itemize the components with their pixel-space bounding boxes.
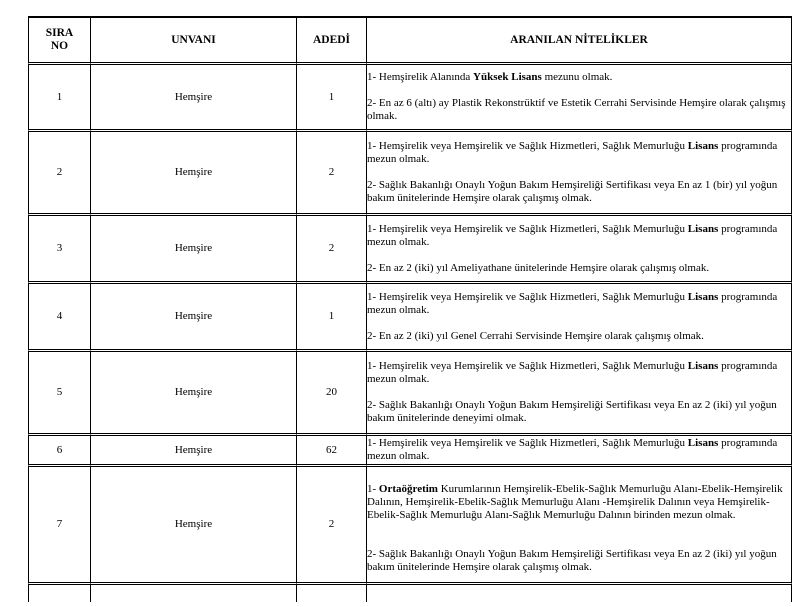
requirement-emphasis: Lisans: [687, 222, 719, 235]
row-no: 5: [28, 349, 90, 433]
header-unvani: UNVANI: [90, 16, 296, 62]
requirement-1: [367, 223, 791, 249]
requirement-text: 1- Hemşirelik veya Hemşirelik ve Sağlık Hizmetleri, Sağlık Memurluğu: [367, 222, 688, 235]
row-no: 2: [28, 129, 90, 213]
table-row: [28, 349, 792, 433]
requirement-text: 1-: [367, 483, 379, 495]
row-count: 2: [296, 464, 366, 582]
row-no: 1: [28, 62, 90, 129]
requirement-1: [367, 437, 791, 463]
row-count: 20: [296, 349, 366, 433]
requirement-2: 2- En az 2 (iki) yıl Ameliyathane ünitelerinde Hemşire olarak çalışmış olmak.: [367, 261, 710, 274]
row-requirements: [366, 62, 792, 129]
header-adedi: ADEDİ: [296, 16, 366, 62]
row-count: 2: [296, 213, 366, 281]
requirement-text: 1- Hemşirelik veya Hemşirelik ve Sağlık Hizmetleri, Sağlık Memurluğu: [367, 437, 688, 449]
table-row: [28, 281, 792, 349]
table-row: [28, 62, 792, 129]
requirement-1: [367, 291, 791, 317]
row-no: 4: [28, 281, 90, 349]
requirement-2: 2- En az 6 (altı) ay Plastik Rekonstrüktif ve Estetik Cerrahi Servisinde Hemşire olarak çalışmış olmak.: [367, 97, 786, 122]
row-title: Hemşire: [90, 129, 296, 213]
row-title: Hemşire: [90, 433, 296, 464]
row-title: [90, 582, 296, 602]
header-sira-no-line2: NO: [50, 40, 69, 52]
table-row: [28, 213, 792, 281]
requirement-emphasis: Lisans: [687, 290, 719, 303]
requirement-emphasis: Lisans: [687, 437, 719, 449]
requirement-1: [367, 360, 791, 386]
row-requirements: [366, 281, 792, 349]
row-requirements: [366, 213, 792, 281]
table-row: [28, 129, 792, 213]
positions-table: [28, 16, 792, 602]
requirement-1: [367, 71, 791, 84]
requirement-emphasis: Ortaöğretim: [378, 483, 438, 495]
row-title: Hemşire: [90, 281, 296, 349]
row-count: [296, 582, 366, 602]
row-requirements: [366, 129, 792, 213]
row-no: 6: [28, 433, 90, 464]
requirement-text: mezunu olmak.: [541, 71, 613, 83]
header-sira-no: [28, 16, 90, 62]
row-requirements: [366, 582, 792, 602]
requirement-text: 1- Hemşirelik veya Hemşirelik ve Sağlık Hizmetleri, Sağlık Memurluğu: [367, 140, 688, 152]
table-row: [28, 464, 792, 582]
row-requirements: [366, 349, 792, 433]
row-no: 7: [28, 464, 90, 582]
requirement-emphasis: Lisans: [687, 360, 719, 372]
requirement-text: 1- Hemşirelik veya Hemşirelik ve Sağlık Hizmetleri, Sağlık Memurluğu: [367, 290, 688, 303]
row-requirements: [366, 464, 792, 582]
row-title: Hemşire: [90, 62, 296, 129]
row-title: Hemşire: [90, 349, 296, 433]
row-count: 2: [296, 129, 366, 213]
header-sira-no-line1: SIRA: [45, 27, 74, 39]
requirement-text: programında mezun olmak.: [367, 290, 778, 316]
requirement-2: 2- Sağlık Bakanlığı Onaylı Yoğun Bakım Hemşireliği Sertifikası veya En az 2 (iki) yıl yoğun bakım ünitelerinde Hemşire olarak çalışmış olmak.: [367, 548, 777, 573]
row-title: Hemşire: [90, 464, 296, 582]
requirement-emphasis: Lisans: [687, 140, 719, 152]
requirement-text: programında mezun olmak.: [367, 437, 778, 462]
requirement-1: [367, 140, 791, 166]
requirement-2: 2- Sağlık Bakanlığı Onaylı Yoğun Bakım Hemşireliği Sertifikası veya En az 1 (bir) yıl yoğun bakım ünitelerinde Hemşire olarak çalışmış olmak.: [367, 179, 778, 204]
requirement-1: [367, 483, 791, 522]
row-no: 3: [28, 213, 90, 281]
requirement-2: 2- En az 2 (iki) yıl Genel Cerrahi Servisinde Hemşire olarak çalışmış olmak.: [367, 329, 704, 342]
row-count: 1: [296, 281, 366, 349]
row-count: 62: [296, 433, 366, 464]
row-count: 1: [296, 62, 366, 129]
row-requirements: [366, 433, 792, 464]
table-row-partial: [28, 582, 792, 602]
header-nitelikler: ARANILAN NİTELİKLER: [366, 16, 792, 62]
row-title: Hemşire: [90, 213, 296, 281]
requirement-text: programında mezun olmak.: [367, 140, 778, 165]
requirement-emphasis: Yüksek Lisans: [473, 71, 542, 83]
row-no: [28, 582, 90, 602]
requirement-2: 2- Sağlık Bakanlığı Onaylı Yoğun Bakım Hemşireliği Sertifikası veya En az 2 (iki) yıl yoğun bakım ünitelerinde deneyimi olmak.: [367, 399, 777, 424]
requirement-text: Kurumlarının Hemşirelik-Ebelik-Sağlık Memurluğu Alanı-Ebelik-Hemşirelik Dalının, Hemşirelik-Ebelik-Sağlık Memurluğu Alanı -Hemşirelik Dalının veya Hemşirelik-Ebelik-Sağlık Memurluğu Alanı-Sağlık Memurluğu Dalının birinden mezun olmak.: [367, 483, 783, 521]
requirement-text: programında mezun olmak.: [367, 360, 778, 385]
table-row: [28, 433, 792, 464]
requirement-text: programında mezun olmak.: [367, 222, 778, 248]
requirement-text: 1- Hemşirelik veya Hemşirelik ve Sağlık Hizmetleri, Sağlık Memurluğu: [367, 360, 688, 372]
table-header-row: [28, 16, 792, 62]
requirement-text: 1- Hemşirelik Alanında: [367, 71, 474, 83]
